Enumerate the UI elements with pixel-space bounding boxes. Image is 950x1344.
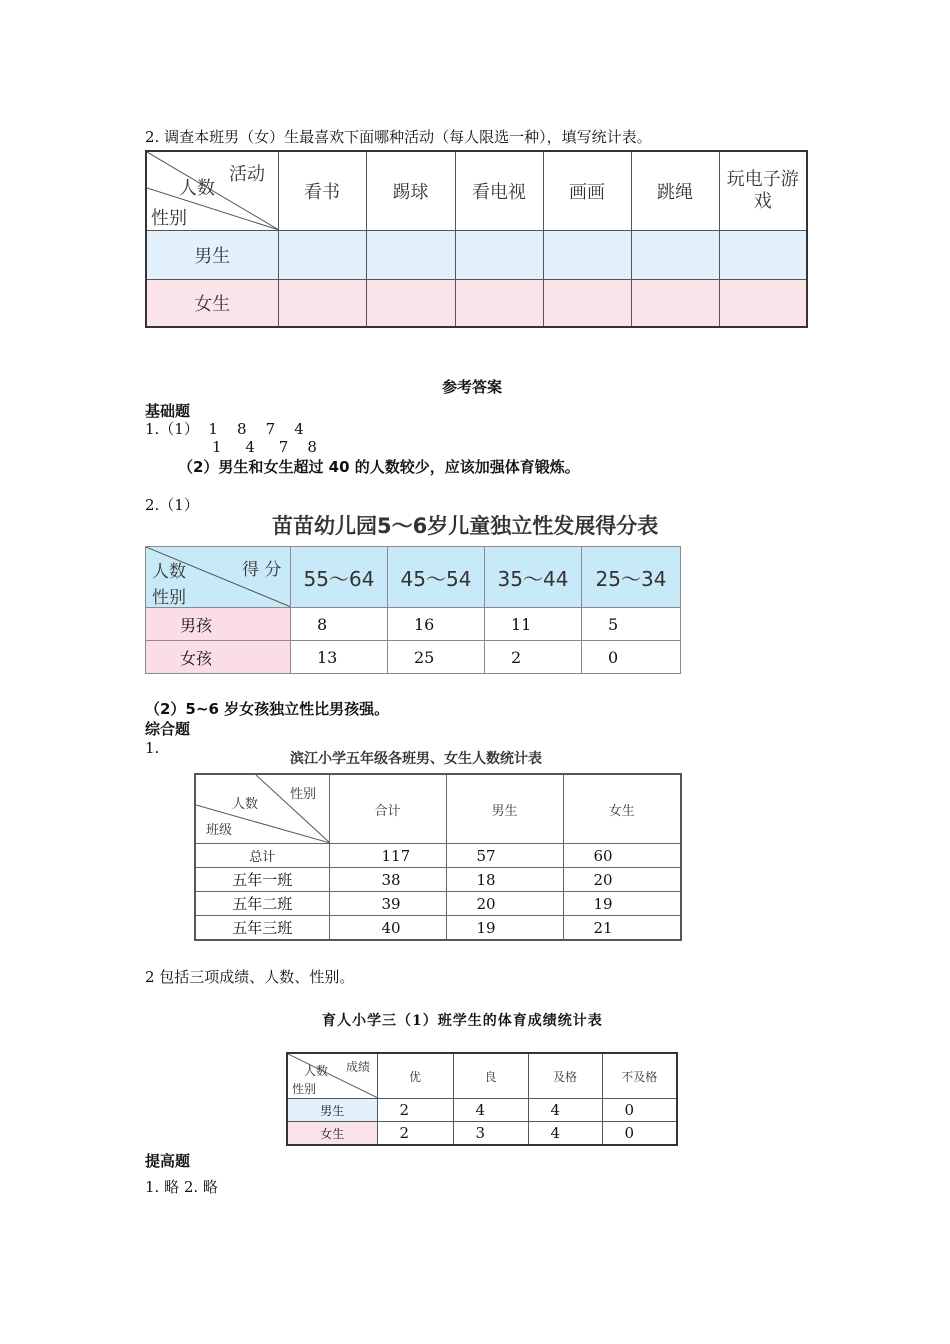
table3-col-header: 女生 [563,774,681,844]
table1-corner-bottom: 性别 [151,208,187,229]
table2-cell: 13 [291,641,388,674]
table2-col-header: 45～54 [388,547,485,608]
table2-cell: 8 [291,608,388,641]
table1-input-cell[interactable] [543,231,631,280]
table1-input-cell[interactable] [631,231,719,280]
table4-corner-bottom: 性别 [292,1082,317,1096]
table2-corner-cell [146,547,291,608]
table4-row-label: 女生 [287,1122,377,1146]
table2-col-header: 55～64 [291,547,388,608]
table4-col-header: 及格 [528,1053,602,1099]
table4-cell: 0 [602,1122,677,1146]
comprehensive-heading: 综合题 [145,720,191,738]
table1-input-cell[interactable] [366,231,455,280]
table1-col-header: 画画 [543,151,631,231]
table1-corner-top: 活动 [229,164,265,185]
table3-col-header: 合计 [329,774,446,844]
table2-cell: 11 [485,608,582,641]
table3-cell: 20 [563,868,681,892]
table4-cell: 4 [528,1099,602,1122]
table3-col-header: 男生 [446,774,563,844]
table1-input-cell[interactable] [631,280,719,328]
table4-col-header: 良 [453,1053,528,1099]
table3-cell: 19 [446,916,563,941]
table2-cell: 2 [485,641,582,674]
table3-cell: 38 [329,868,446,892]
comprehensive-2-text: 2 包括三项成绩、人数、性别。 [145,968,355,986]
table3-corner-bottom: 班级 [206,823,233,838]
table1-col-header: 看书 [278,151,366,231]
advanced-text: 1. 略 2. 略 [145,1178,218,1196]
answer-1-line1: 1.（1） 1 8 7 4 [145,420,304,438]
table3-cell: 40 [329,916,446,941]
table1-input-cell[interactable] [366,280,455,328]
table1-corner-middle: 人数 [179,178,215,199]
activity-survey-table [145,150,808,328]
table3-corner-cell [195,774,329,844]
answer-2-label: 2.（1） [145,496,199,514]
table2-corner-middle: 人数 [152,562,186,582]
table4-cell: 3 [453,1122,528,1146]
kindergarten-score-table [145,546,681,674]
table3-corner-top: 性别 [290,787,317,802]
table3-row-label: 五年三班 [195,916,329,941]
table1-col-header: 跳绳 [631,151,719,231]
table3-cell: 60 [563,844,681,868]
table2-col-header: 25～34 [582,547,681,608]
table4-cell: 4 [528,1122,602,1146]
pe-score-table [286,1052,678,1146]
table2-row-label: 男孩 [146,608,291,641]
table4-row-label: 男生 [287,1099,377,1122]
class-gender-table [194,773,682,941]
table1-col-header: 看电视 [455,151,543,231]
table3-cell: 57 [446,844,563,868]
answer-1-part2: （2）男生和女生超过 40 的人数较少，应该加强体育锻炼。 [178,458,580,476]
table2-row-label: 女孩 [146,641,291,674]
table3-corner-middle: 人数 [232,797,259,812]
table4-cell: 2 [377,1122,453,1146]
table1-corner-cell [146,151,278,231]
table3-row-label: 五年一班 [195,868,329,892]
table1-input-cell[interactable] [719,280,807,328]
table4-corner-cell [287,1053,377,1099]
table1-col-header: 玩电子游戏 [719,151,807,231]
answer-1-line2: 1 4 7 8 [212,438,317,456]
table4-corner-top: 成绩 [346,1060,371,1074]
table1-input-cell[interactable] [278,231,366,280]
table3-cell: 18 [446,868,563,892]
table2-cell: 16 [388,608,485,641]
table1-row-label: 男生 [146,231,278,280]
table1-input-cell[interactable] [278,280,366,328]
table3-cell: 21 [563,916,681,941]
table1-input-cell[interactable] [719,231,807,280]
table4-cell: 0 [602,1099,677,1122]
table3-row-label: 总计 [195,844,329,868]
table3-cell: 117 [329,844,446,868]
table3-cell: 19 [563,892,681,916]
table2-corner-top: 得 分 [242,560,282,580]
table3-title: 滨江小学五年级各班男、女生人数统计表 [290,751,542,767]
table1-input-cell[interactable] [455,280,543,328]
table2-cell: 25 [388,641,485,674]
table3-cell: 20 [446,892,563,916]
table2-cell: 5 [582,608,681,641]
table2-cell: 0 [582,641,681,674]
table1-input-cell[interactable] [543,280,631,328]
table4-col-header: 不及格 [602,1053,677,1099]
answer-2-part2: （2）5~6 岁女孩独立性比男孩强。 [145,700,390,718]
table4-cell: 4 [453,1099,528,1122]
table1-row-label: 女生 [146,280,278,328]
table1-input-cell[interactable] [455,231,543,280]
question-2-prompt: 2. 调查本班男（女）生最喜欢下面哪种活动（每人限选一种），填写统计表。 [145,128,652,146]
advanced-heading: 提高题 [145,1152,191,1170]
table4-corner-middle: 人数 [304,1064,329,1078]
table2-corner-bottom: 性别 [152,588,186,608]
table4-title: 育人小学三（1）班学生的体育成绩统计表 [322,1013,603,1029]
table4-cell: 2 [377,1099,453,1122]
answers-title: 参考答案 [442,378,503,396]
table1-col-header: 踢球 [366,151,455,231]
table2-col-header: 35～44 [485,547,582,608]
table3-row-label: 五年二班 [195,892,329,916]
comprehensive-1-label: 1. [145,739,160,757]
table2-title: 苗苗幼儿园5～6岁儿童独立性发展得分表 [272,514,659,538]
basic-heading: 基础题 [145,402,191,420]
table4-col-header: 优 [377,1053,453,1099]
table3-cell: 39 [329,892,446,916]
